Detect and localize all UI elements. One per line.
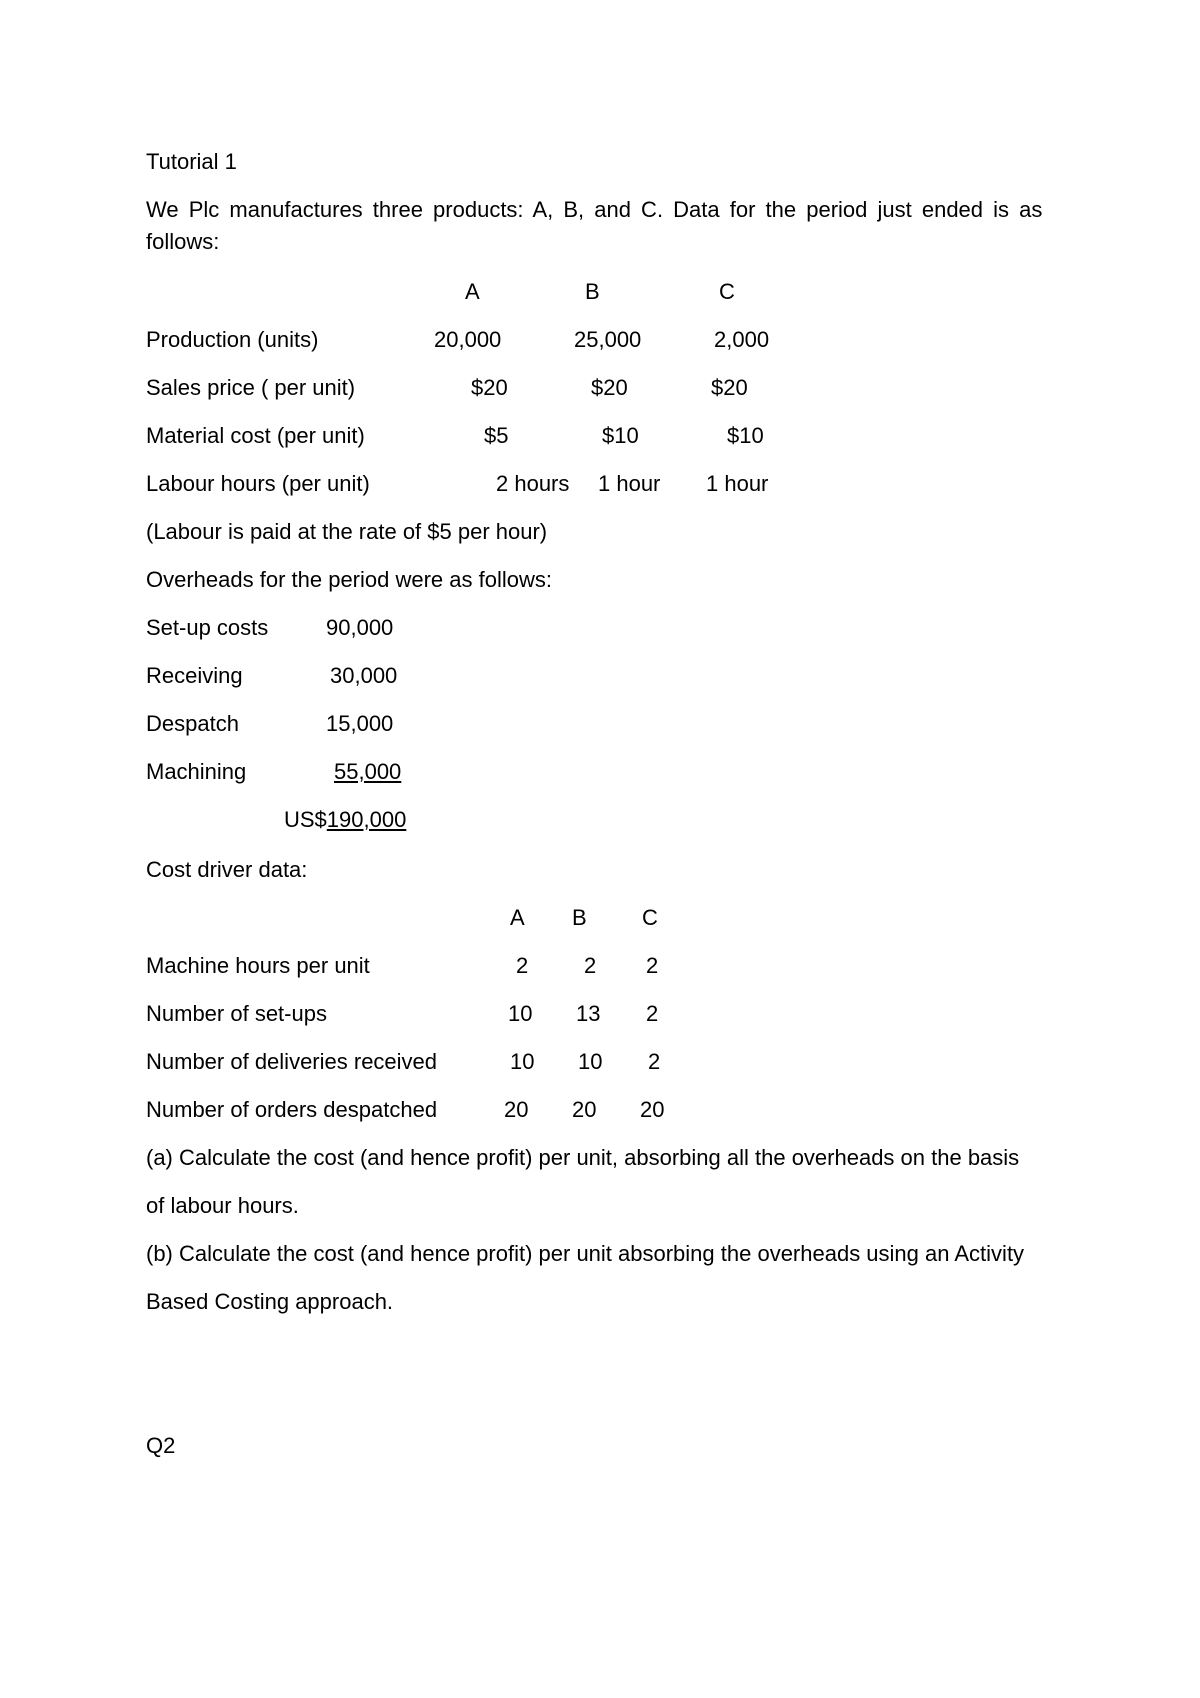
intro-text-line-1: We Plc manufactures three products: A, B, and C. Data for the period just ended is as xyxy=(146,197,1043,222)
overhead-value-setup: 90,000 xyxy=(326,615,394,640)
overhead-label-receiving: Receiving xyxy=(146,663,243,688)
labour-hours-b: 1 hour xyxy=(598,471,661,496)
production-a: 20,000 xyxy=(434,327,502,352)
machine-hours-b: 2 xyxy=(584,953,597,978)
deliveries-b: 10 xyxy=(578,1049,603,1074)
row-label-sales-price: Sales price ( per unit) xyxy=(146,375,356,400)
material-cost-b: $10 xyxy=(602,423,639,448)
setups-b: 13 xyxy=(576,1001,601,1026)
overhead-value-receiving: 30,000 xyxy=(330,663,398,688)
driver-label-deliveries: Number of deliveries received xyxy=(146,1049,438,1074)
orders-a: 20 xyxy=(504,1097,529,1122)
driver-label-setups: Number of set-ups xyxy=(146,1001,327,1026)
overheads-total xyxy=(284,806,406,834)
row-label-material-cost: Material cost (per unit) xyxy=(146,423,365,448)
product-header-a: A xyxy=(465,279,480,304)
production-c: 2,000 xyxy=(714,327,770,352)
driver-header-b: B xyxy=(572,905,587,930)
cost-driver-heading: Cost driver data: xyxy=(146,857,308,882)
q2-label: Q2 xyxy=(146,1433,176,1458)
deliveries-c: 2 xyxy=(648,1049,661,1074)
orders-c: 20 xyxy=(640,1097,665,1122)
overheads-heading: Overheads for the period were as follows: xyxy=(146,567,552,592)
product-header-b: B xyxy=(585,279,600,304)
labour-hours-a: 2 hours xyxy=(496,471,570,496)
question-a-line-2: of labour hours. xyxy=(146,1193,299,1218)
driver-header-a: A xyxy=(510,905,525,930)
sales-price-a: $20 xyxy=(471,375,508,400)
labour-rate-note: (Labour is paid at the rate of $5 per hour) xyxy=(146,519,548,544)
question-a-line-1: (a) Calculate the cost (and hence profit) per unit, absorbing all the overheads on the basis xyxy=(146,1145,1020,1170)
intro-text-line-2: follows: xyxy=(146,229,220,254)
driver-label-orders: Number of orders despatched xyxy=(146,1097,438,1122)
sales-price-b: $20 xyxy=(591,375,628,400)
question-b-line-2: Based Costing approach. xyxy=(146,1289,394,1314)
overheads-total-value: 190,000 xyxy=(326,807,407,832)
overhead-label-setup: Set-up costs xyxy=(146,615,269,640)
material-cost-a: $5 xyxy=(484,423,509,448)
driver-label-machine-hours: Machine hours per unit xyxy=(146,953,370,978)
overheads-total-prefix: US$ xyxy=(284,807,327,832)
production-b: 25,000 xyxy=(574,327,642,352)
page-title: Tutorial 1 xyxy=(146,149,237,174)
deliveries-a: 10 xyxy=(510,1049,535,1074)
setups-a: 10 xyxy=(508,1001,533,1026)
overhead-value-despatch: 15,000 xyxy=(326,711,394,736)
sales-price-c: $20 xyxy=(711,375,748,400)
overhead-label-despatch: Despatch xyxy=(146,711,239,736)
driver-header-c: C xyxy=(642,905,658,930)
overhead-label-machining: Machining xyxy=(146,759,247,784)
product-header-c: C xyxy=(719,279,735,304)
orders-b: 20 xyxy=(572,1097,597,1122)
row-label-labour-hours: Labour hours (per unit) xyxy=(146,471,370,496)
setups-c: 2 xyxy=(646,1001,659,1026)
material-cost-c: $10 xyxy=(727,423,764,448)
machine-hours-c: 2 xyxy=(646,953,659,978)
question-b-line-1: (b) Calculate the cost (and hence profit) per unit absorbing the overheads using an Activity xyxy=(146,1241,1025,1266)
overhead-value-machining: 55,000 xyxy=(334,759,402,784)
row-label-production: Production (units) xyxy=(146,327,319,352)
labour-hours-c: 1 hour xyxy=(706,471,769,496)
machine-hours-a: 2 xyxy=(516,953,529,978)
